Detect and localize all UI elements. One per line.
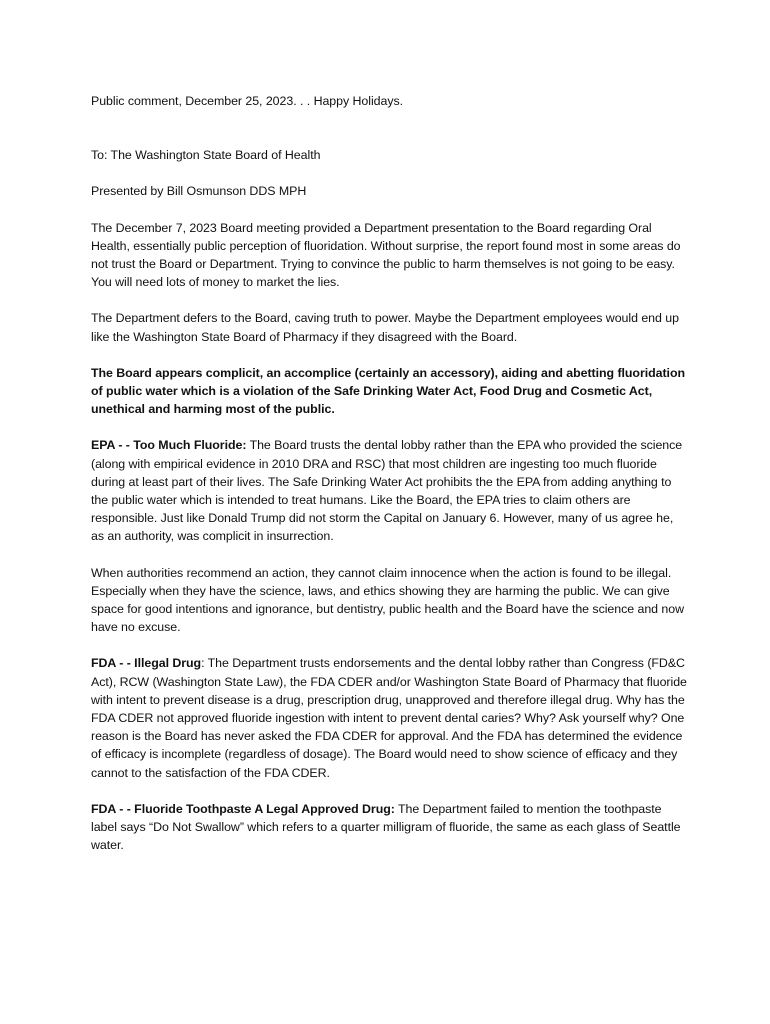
fda-heading: FDA - - Illegal Drug (91, 656, 202, 671)
paragraph-fda-illegal-drug (91, 654, 687, 781)
toothpaste-heading: FDA - - Fluoride Toothpaste A Legal Approved Drug: (91, 801, 395, 816)
paragraph-department-defers: The Department defers to the Board, caving truth to power. Maybe the Department employees would end up like the Washington State Board of Pharmacy if they disagreed with the Board. (91, 311, 679, 344)
toothpaste-body: The Department failed to mention the toothpaste label says “Do Not Swallow” which refers to a quarter milligram of fluoride, the same as each glass of Seattle water. (91, 801, 681, 853)
epa-heading: EPA - - Too Much Fluoride: (91, 438, 247, 453)
document-page (91, 92, 687, 855)
paragraph-authorities: When authorities recommend an action, they cannot claim innocence when the action is found to be illegal. Especially when they have the science, laws, and ethics showing they are harming the public. We can give space for good intentions and ignorance, but dentistry, public health and the Board have the science and now have no excuse. (91, 565, 684, 635)
paragraph-epa (91, 436, 687, 545)
epa-body: The Board trusts the dental lobby rather than the EPA who provided the science (along with empirical evidence in 2010 DRA and RSC) that most children are ingesting too much fluoride during at least part of their lives. The Safe Drinking Water Act prohibits the the EPA from adding anything to the public water which is intended to treat humans. Like the Board, the EPA tries to claim others are responsible. Just like Donald Trump did not storm the Capital on January 6. However, many of us agree he, as an authority, was complicit in insurrection. (91, 438, 683, 544)
paragraph-oral-health: The December 7, 2023 Board meeting provided a Department presentation to the Board regarding Oral Health, essentially public perception of fluoridation. Without surprise, the report found most in some areas do not trust the Board or Department. Trying to convince the public to harm themselves is not going to be easy. You will need lots of money to market the lies. (91, 220, 681, 290)
fda-body: : The Department trusts endorsements and the dental lobby rather than Congress (FD&C Act), RCW (Washington State Law), the FDA CDER and/or Washington State Board of Pharmacy that fluoride with intent to prevent disease is a drug, prescription drug, unapproved and therefore illegal drug. Why has the FDA CDER not approved fluoride ingestion with intent to prevent dental caries? Why? Ask yourself why? One reason is the Board has never asked the FDA CDER for approval. And the FDA has determined the evidence of efficacy is incomplete (regardless of dosage). The Board would need to show science of efficacy and they cannot to the satisfaction of the FDA CDER. (91, 656, 687, 780)
presented-by: Presented by Bill Osmunson DDS MPH (91, 184, 307, 199)
paragraph-board-complicit: The Board appears complicit, an accomplice (certainly an accessory), aiding and abetting fluoridation of public water which is a violation of the Safe Drinking Water Act, Food Drug and Cosmetic Act, unethical and harming most of the public. (91, 365, 685, 417)
paragraph-fda-toothpaste (91, 800, 687, 855)
to-line: To: The Washington State Board of Health (91, 148, 321, 163)
header-line: Public comment, December 25, 2023. . . Happy Holidays. (91, 94, 404, 108)
